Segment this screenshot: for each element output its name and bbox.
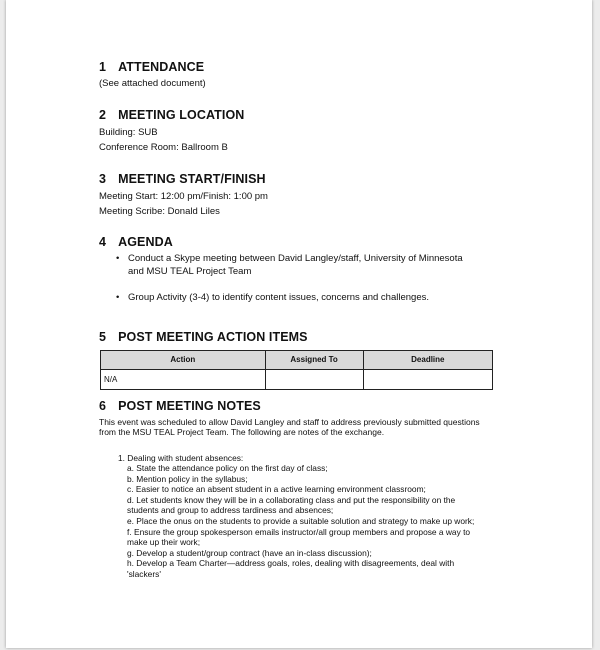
document-content: [99, 60, 499, 580]
section-location: [99, 108, 499, 155]
document-page: [6, 0, 592, 648]
notes-subitem: c. Easier to notice an absent student in a active learning environment classroom;: [127, 484, 426, 495]
table-cell: [363, 369, 492, 389]
notes-sublist: [127, 463, 499, 580]
notes-subitem: h. Develop a Team Charter—address goals, roles, dealing with disagreements, deal with: [127, 558, 455, 569]
section-notes: [99, 399, 499, 580]
column-header-assigned-to: Assigned To: [265, 350, 363, 369]
notes-subitem-continued: students and group to address tardiness and absences;: [127, 505, 334, 516]
notes-subitem-continued: 'slackers': [127, 569, 161, 580]
room-line: Conference Room: Ballroom B: [99, 142, 228, 153]
agenda-item-line: and MSU TEAL Project Team: [128, 265, 252, 277]
notes-intro-line: from the MSU TEAL Project Team. The following are notes of the exchange.: [99, 427, 385, 437]
section-title: ATTENDANCE: [118, 60, 205, 74]
agenda-item: [116, 253, 499, 278]
section-title: POST MEETING NOTES: [118, 398, 261, 413]
notes-subitem: b. Mention policy in the syllabus;: [127, 473, 248, 484]
notes-subitem: f. Ensure the group spokesperson emails instructor/all group members and propose a way to: [127, 526, 471, 537]
column-header-deadline: Deadline: [363, 350, 492, 369]
notes-intro: [99, 417, 484, 438]
section-title: POST MEETING ACTION ITEMS: [118, 329, 308, 344]
table-cell: N/A: [101, 369, 266, 389]
section-heading: [99, 108, 499, 122]
notes-intro-line: This event was scheduled to allow David Langley and staff to address previously submitted questions: [99, 416, 480, 427]
section-title: MEETING LOCATION: [118, 108, 245, 122]
section-heading: [99, 172, 499, 186]
section-number: 2: [99, 108, 107, 122]
section-title: AGENDA: [118, 235, 173, 249]
column-header-action: Action: [101, 350, 266, 369]
notes-subitem: d. Let students know they will be in a collaborating class and put the responsibility on the: [127, 494, 456, 505]
bullet-icon: •: [116, 292, 120, 303]
section-start-finish: [99, 172, 499, 219]
meeting-scribe-line: Meeting Scribe: Donald Liles: [99, 206, 220, 217]
notes-subitem: g. Develop a student/group contract (have an in-class discussion);: [127, 547, 372, 558]
action-items-table: [100, 350, 493, 390]
bullet-icon: •: [116, 253, 120, 264]
section-heading: [99, 399, 499, 413]
attendance-note: (See attached document): [99, 78, 206, 89]
section-heading: [99, 60, 499, 74]
section-attendance: [99, 60, 499, 91]
section-heading: [99, 330, 499, 344]
section-number: 4: [99, 235, 107, 249]
section-action-items: [99, 330, 499, 390]
section-number: 1: [99, 60, 107, 74]
notes-list: [118, 453, 499, 580]
agenda-item-line: Group Activity (3-4) to identify content issues, concerns and challenges.: [128, 292, 429, 303]
notes-subitem: a. State the attendance policy on the first day of class;: [127, 463, 328, 474]
building-line: Building: SUB: [99, 127, 158, 138]
section-agenda: [99, 235, 499, 305]
notes-subitem: e. Place the onus on the students to provide a suitable solution and strategy to make up work;: [127, 516, 475, 527]
section-heading: [99, 235, 499, 249]
meeting-start-line: Meeting Start: 12:00 pm/Finish: 1:00 pm: [99, 191, 268, 202]
table-row: [101, 369, 493, 389]
agenda-list: [99, 253, 499, 305]
section-title: MEETING START/FINISH: [118, 172, 266, 186]
notes-subitem-continued: make up their work;: [127, 537, 201, 548]
table-header-row: [101, 350, 493, 369]
section-number: 5: [99, 329, 107, 344]
section-number: 6: [99, 398, 107, 413]
agenda-item: [116, 292, 499, 305]
notes-item: 1. Dealing with student absences:: [118, 452, 244, 463]
table-cell: [265, 369, 363, 389]
section-number: 3: [99, 172, 107, 186]
agenda-item-line: Conduct a Skype meeting between David Langley/staff, University of Minnesota: [128, 253, 463, 264]
